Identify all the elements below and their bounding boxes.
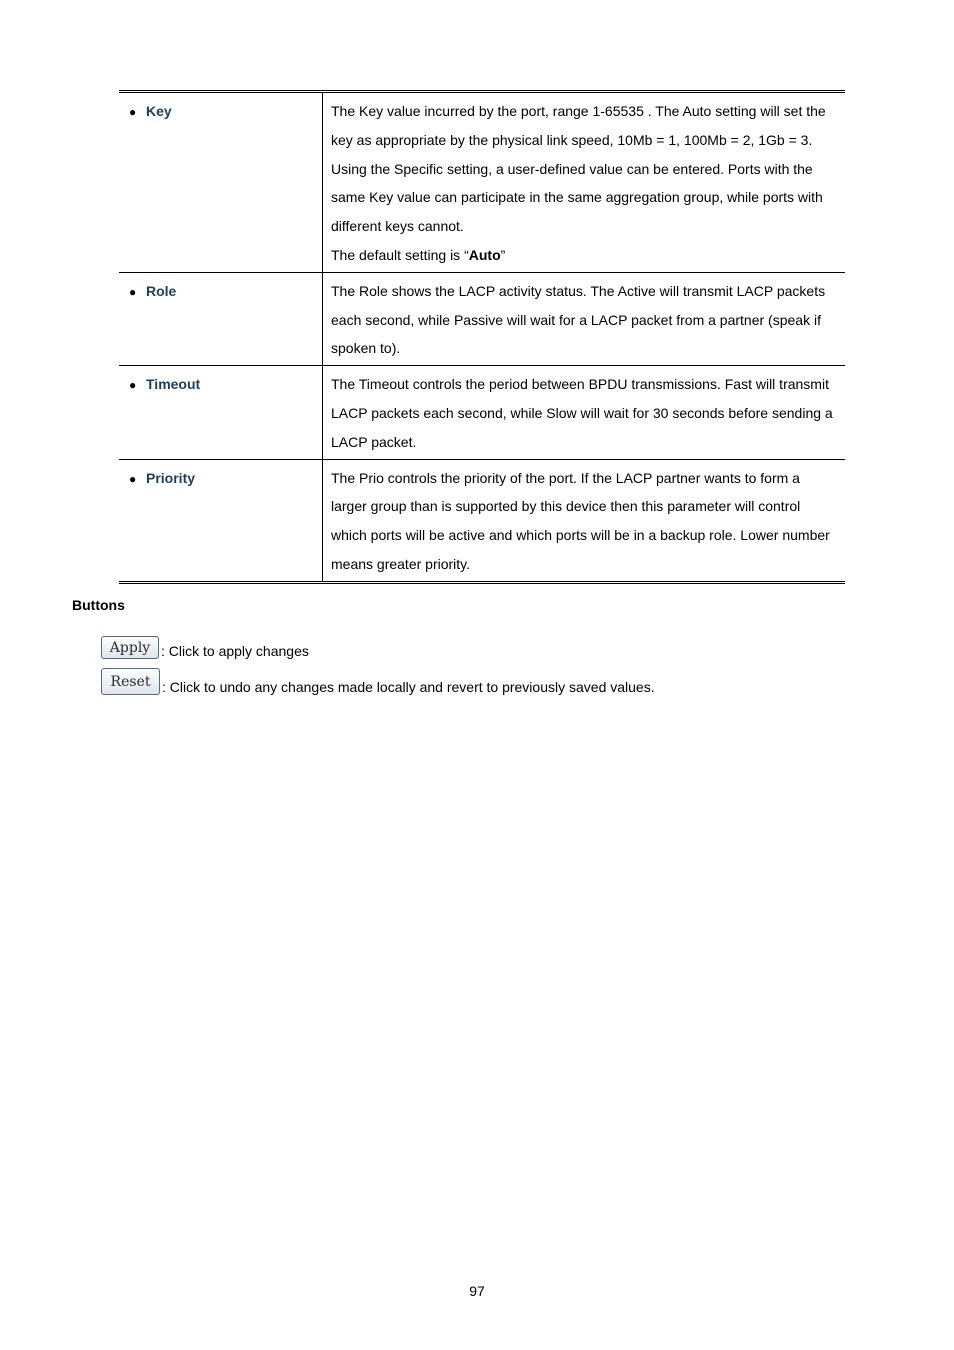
reset-button-description: : Click to undo any changes made locally and revert to previously saved values.: [162, 679, 655, 695]
parameter-name: Role: [146, 282, 177, 299]
parameter-name-cell: [119, 272, 323, 365]
default-value: Auto: [468, 246, 501, 263]
apply-button[interactable]: Apply: [101, 636, 159, 659]
parameter-name-cell: [119, 92, 323, 273]
table-row: [119, 366, 845, 459]
parameter-description: The Key value incurred by the port, range 1-65535 . The Auto setting will set the key as appropriate by the physical link speed, 10Mb = 1, 100Mb = 2, 1Gb = 3. Using the Specific setting, a user-defined value can be entered. Ports with the same Key value can participate in the same aggregation group, while ports with different keys cannot.: [331, 103, 826, 235]
parameter-name-cell: [119, 459, 323, 582]
bullet-icon: ●: [129, 284, 137, 299]
parameter-name-cell: [119, 366, 323, 459]
parameter-name: Key: [146, 103, 172, 119]
parameter-description-cell: [323, 92, 846, 273]
parameter-name: Timeout: [146, 376, 201, 393]
table-row: [119, 92, 845, 273]
default-suffix: ”: [500, 246, 506, 263]
bullet-icon: ●: [129, 378, 137, 393]
parameter-description-cell: [323, 459, 846, 582]
table-row: [119, 272, 845, 365]
bullet-icon: ●: [129, 471, 137, 486]
parameter-description: The Role shows the LACP activity status. The Active will transmit LACP packets each second, while Passive will wait for a LACP packet from a partner (speak if spoken to).: [331, 282, 826, 357]
default-prefix: The default setting is “: [331, 246, 469, 263]
buttons-heading: Buttons: [72, 597, 125, 613]
default-setting-note: [331, 241, 839, 270]
parameter-description-cell: [323, 366, 846, 459]
parameter-table: [119, 90, 845, 584]
parameter-name: Priority: [146, 469, 196, 486]
table-row: [119, 459, 845, 582]
apply-button-entry: [101, 636, 309, 659]
parameter-description: The Prio controls the priority of the port. If the LACP partner wants to form a larger group than is supported by this device then this parameter will control which ports will be active and which ports will be in a backup role. Lower number means greater priority.: [331, 469, 830, 572]
parameter-description: The Timeout controls the period between BPDU transmissions. Fast will transmit LACP packets each second, while Slow will wait for 30 seconds before sending a LACP packet.: [331, 376, 833, 450]
apply-button-description: : Click to apply changes: [161, 643, 309, 659]
reset-button-entry: [101, 668, 655, 695]
bullet-icon: ●: [129, 105, 137, 119]
parameter-description-cell: [323, 272, 846, 365]
reset-button[interactable]: Reset: [101, 668, 160, 695]
page-number: 97: [469, 1283, 485, 1299]
